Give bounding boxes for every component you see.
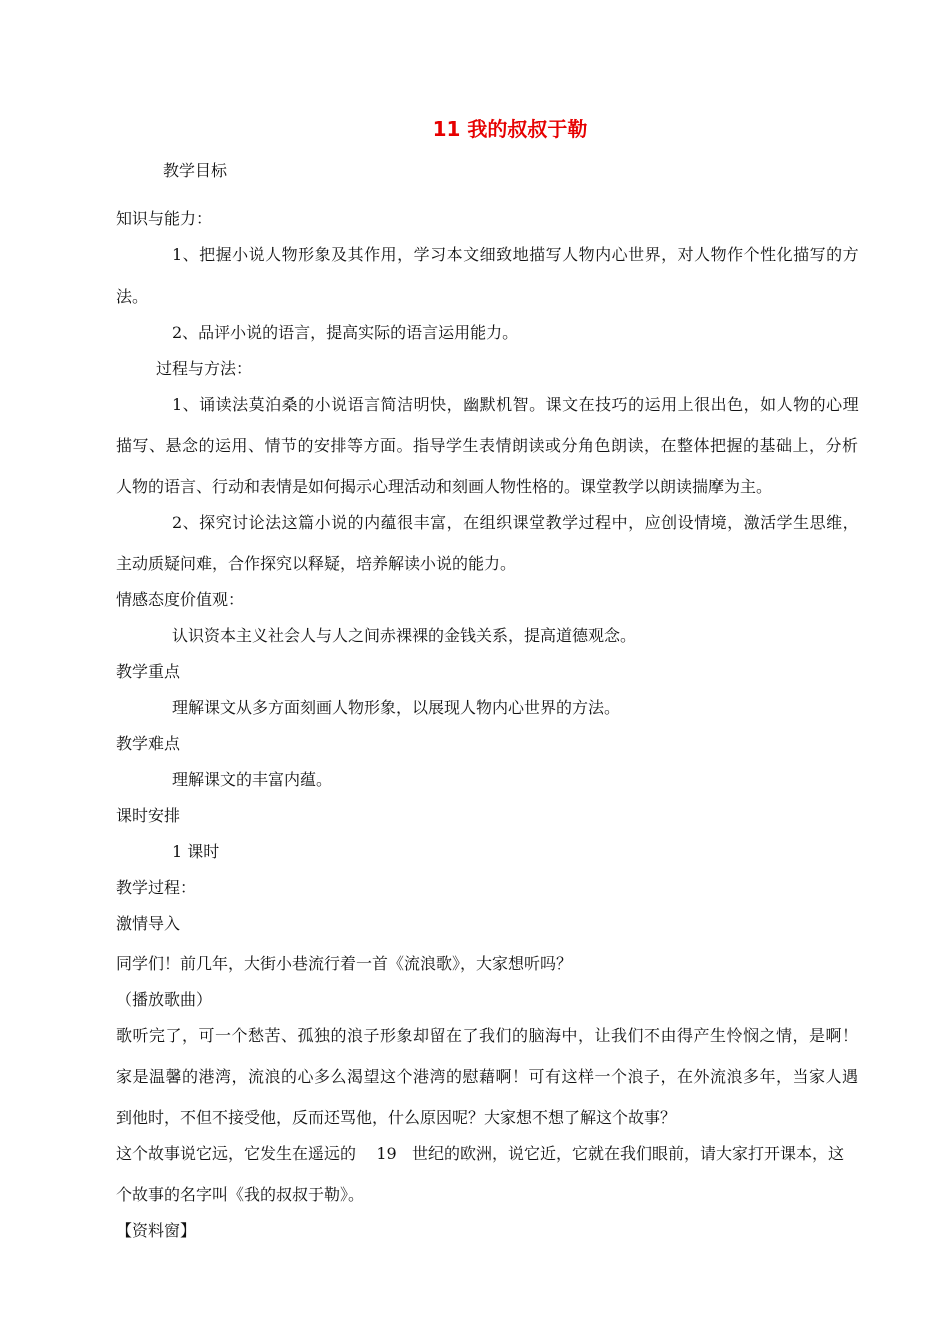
difficulty-item: 理解课文的丰富内蕴。 bbox=[172, 770, 333, 789]
key-heading: 教学重点 bbox=[116, 662, 181, 681]
process-item-1-cont-b: 人物的语言、行动和表情是如何揭示心理活动和刻画人物性格的。课堂教学以朗读揣摩为主。 bbox=[116, 477, 773, 496]
intro-paragraph-1: 同学们！前几年，大街小巷流行着一首《流浪歌》，大家想听吗？ bbox=[116, 954, 573, 973]
schedule-heading: 课时安排 bbox=[116, 806, 181, 825]
process-item-2-cont: 主动质疑问难，合作探究以释疑，培养解读小说的能力。 bbox=[116, 554, 517, 573]
emotion-heading: 情感态度价值观： bbox=[116, 590, 245, 609]
emotion-item: 认识资本主义社会人与人之间赤裸裸的金钱关系，提高道德观念。 bbox=[172, 626, 637, 645]
knowledge-heading: 知识与能力： bbox=[116, 209, 213, 228]
intro-paragraph-3a: 歌听完了，可一个愁苦、孤独的浪子形象却留在了我们的脑海中，让我们不由得产生怜悯之情，是啊！ bbox=[116, 1026, 859, 1045]
intro-paragraph-4a: 这个故事说它远，它发生在遥远的 19 世纪的欧洲，说它近，它就在我们眼前，请大家打开课本，这 bbox=[116, 1144, 844, 1163]
objectives-heading: 教学目标 bbox=[163, 161, 228, 180]
knowledge-item-1: 1、把握小说人物形象及其作用，学习本文细致地描写人物内心世界，对人物作个性化描写的方 bbox=[172, 245, 860, 264]
difficulty-heading: 教学难点 bbox=[116, 734, 181, 753]
knowledge-item-1-cont: 法。 bbox=[116, 287, 149, 306]
process-heading: 过程与方法： bbox=[156, 359, 253, 378]
intro-paragraph-3b: 家是温馨的港湾，流浪的心多么渴望这个港湾的慰藉啊！可有这样一个浪子，在外流浪多年，当家人遇 bbox=[116, 1067, 859, 1086]
process-item-2: 2、探究讨论法这篇小说的内蕴很丰富，在组织课堂教学过程中，应创设情境，激活学生思维， bbox=[172, 513, 860, 532]
material-heading: 【资料窗】 bbox=[116, 1221, 197, 1240]
key-item: 理解课文从多方面刻画人物形象，以展现人物内心世界的方法。 bbox=[172, 698, 621, 717]
intro-paragraph-2: （播放歌曲） bbox=[116, 990, 213, 1009]
knowledge-item-2: 2、品评小说的语言，提高实际的语言运用能力。 bbox=[172, 323, 519, 342]
schedule-item: 1 课时 bbox=[172, 842, 220, 861]
intro-paragraph-4b: 个故事的名字叫《我的叔叔于勒》。 bbox=[116, 1185, 365, 1204]
document-title: 11 我的叔叔于勒 bbox=[432, 117, 588, 141]
process-item-1-cont-a: 描写、悬念的运用、情节的安排等方面。指导学生表情朗读或分角色朗读，在整体把握的基础上，分析 bbox=[116, 436, 859, 455]
procedure-heading: 教学过程： bbox=[116, 878, 197, 897]
intro-paragraph-3c: 到他时，不但不接受他，反而还骂他，什么原因呢？大家想不想了解这个故事？ bbox=[116, 1108, 677, 1127]
process-item-1: 1、诵读法莫泊桑的小说语言简洁明快，幽默机智。课文在技巧的运用上很出色，如人物的心理 bbox=[172, 395, 860, 414]
intro-heading: 激情导入 bbox=[116, 914, 181, 933]
